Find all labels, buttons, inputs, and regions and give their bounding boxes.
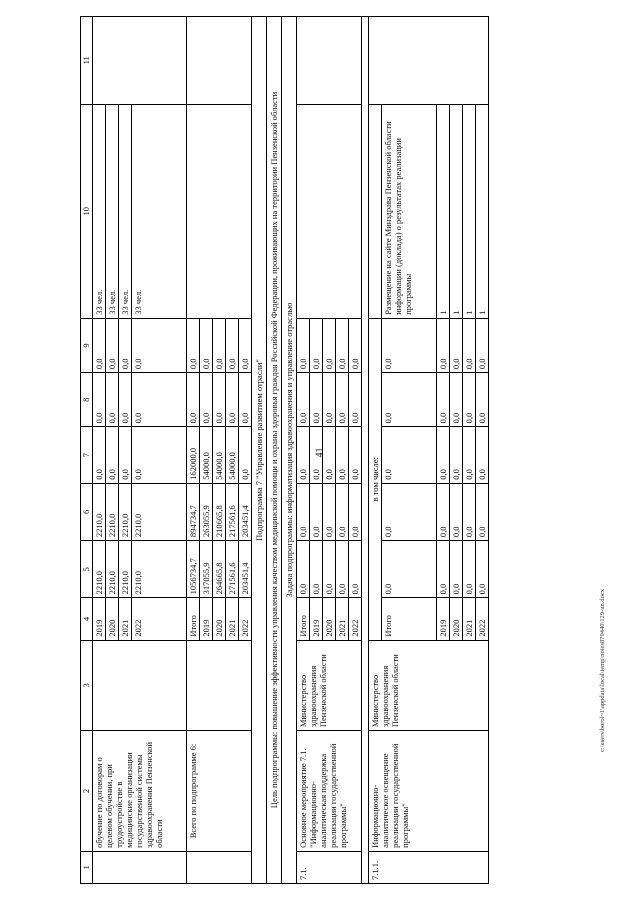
value-cell: 0,0 (187, 318, 200, 372)
value-cell: 0,0 (437, 541, 450, 598)
table-row (267, 17, 282, 884)
value-cell: 0,0 (382, 483, 437, 540)
value-cell: 0,0 (119, 318, 132, 372)
subprogram-title: Подпрограмма 7 "Управление развитием отрасли" (252, 17, 267, 884)
year-cell: 2020 (213, 598, 226, 640)
value-cell: 0,0 (349, 318, 362, 372)
year-cell: Итого (187, 598, 200, 640)
value-cell: 0,0 (450, 318, 463, 372)
table-row (187, 17, 200, 884)
indicator-cell: 33 чел. (119, 104, 132, 318)
program-financing-table (80, 16, 489, 884)
value-cell: 0,0 (297, 373, 310, 427)
header-cell: 3 (81, 640, 93, 731)
value-cell: 271561,6 (226, 541, 239, 598)
value-cell: 2210,0 (119, 483, 132, 540)
value-cell: 0,0 (463, 373, 476, 427)
value-cell: 0,0 (323, 483, 336, 540)
value-cell: 0,0 (336, 427, 349, 483)
value-cell: 0,0 (437, 373, 450, 427)
header-cell: 5 (81, 541, 93, 598)
value-cell: 0,0 (476, 318, 489, 372)
indicator-cell: 33 чел. (93, 104, 106, 318)
value-cell: 263055,9 (200, 483, 213, 540)
value-cell: 0,0 (476, 427, 489, 483)
activity-name: Информационно-аналитическое освещение реализации государственной программы" (369, 731, 489, 852)
value-cell: 0,0 (200, 318, 213, 372)
header-cell: 7 (81, 427, 93, 483)
header-cell: 4 (81, 598, 93, 640)
indicator-cell: 1 (450, 104, 463, 318)
value-cell: 2210,0 (132, 541, 187, 598)
value-cell: 0,0 (93, 427, 106, 483)
table-row (297, 17, 310, 884)
subprogram-task: Задача подпрограммы: информатизация здравоохранения и управление отраслью (282, 17, 297, 884)
table-row (282, 17, 297, 884)
value-cell: 54000,0 (213, 427, 226, 483)
value-cell: 317055,9 (200, 541, 213, 598)
value-cell: 217561,6 (226, 483, 239, 540)
year-cell: 2022 (476, 598, 489, 640)
value-cell: 0,0 (349, 483, 362, 540)
year-cell: 2020 (323, 598, 336, 640)
in-that-number-label: в том числе: (369, 318, 382, 640)
value-cell: 0,0 (382, 373, 437, 427)
value-cell: 0,0 (437, 427, 450, 483)
value-cell: 0,0 (132, 427, 187, 483)
indicator-cell: 1 (476, 104, 489, 318)
header-cell: 1 (81, 851, 93, 883)
year-cell: 2022 (132, 598, 187, 640)
value-cell: 54000,0 (226, 427, 239, 483)
value-cell: 2210,0 (93, 541, 106, 598)
value-cell: 203451,4 (239, 483, 252, 540)
value-cell: 0,0 (239, 318, 252, 372)
value-cell: 0,0 (226, 318, 239, 372)
year-cell: 2019 (200, 598, 213, 640)
executor: Министерство здравоохранения Пензенской области (369, 640, 489, 731)
value-cell: 0,0 (463, 483, 476, 540)
year-cell: 2022 (239, 598, 252, 640)
value-cell: 0,0 (476, 373, 489, 427)
value-cell: 0,0 (213, 318, 226, 372)
table-row (369, 17, 382, 884)
year-cell: 2020 (106, 598, 119, 640)
value-cell: 0,0 (463, 541, 476, 598)
header-cell: 2 (81, 731, 93, 852)
year-cell: 2021 (119, 598, 132, 640)
year-cell: 2019 (310, 598, 323, 640)
value-cell: 0,0 (349, 373, 362, 427)
value-cell: 0,0 (310, 318, 323, 372)
value-cell: 0,0 (450, 483, 463, 540)
year-cell: 2019 (93, 598, 106, 640)
value-cell: 0,0 (450, 427, 463, 483)
indicator-cell: 1 (437, 104, 450, 318)
value-cell: 0,0 (323, 318, 336, 372)
table-row (252, 17, 267, 884)
year-cell: 2020 (450, 598, 463, 640)
value-cell: 210665,8 (213, 483, 226, 540)
value-cell: 0,0 (226, 373, 239, 427)
value-cell: 0,0 (93, 373, 106, 427)
value-cell: 0,0 (200, 373, 213, 427)
value-cell: 54000,0 (200, 427, 213, 483)
value-cell: 0,0 (463, 427, 476, 483)
value-cell: 0,0 (297, 427, 310, 483)
value-cell: 894734,7 (187, 483, 200, 540)
header-cell: 8 (81, 373, 93, 427)
value-cell: 0,0 (297, 541, 310, 598)
indicator-cell: 1 (463, 104, 476, 318)
value-cell: 0,0 (323, 541, 336, 598)
value-cell: 0,0 (476, 541, 489, 598)
value-cell: 0,0 (310, 541, 323, 598)
value-cell: 0,0 (336, 483, 349, 540)
value-cell: 203451,4 (239, 541, 252, 598)
value-cell: 0,0 (119, 373, 132, 427)
value-cell: 0,0 (437, 318, 450, 372)
value-cell: 0,0 (213, 373, 226, 427)
indicator-cell: Размещение на сайте Минздрава Пензенской области информации (доклада) о результатах реализации программы (382, 104, 437, 318)
year-cell: 2019 (437, 598, 450, 640)
value-cell: 264665,8 (213, 541, 226, 598)
value-cell: 0,0 (463, 318, 476, 372)
year-cell: 2021 (336, 598, 349, 640)
header-cell: 9 (81, 318, 93, 372)
value-cell: 0,0 (437, 483, 450, 540)
year-cell: 2022 (349, 598, 362, 640)
value-cell: 0,0 (349, 427, 362, 483)
value-cell: 0,0 (297, 318, 310, 372)
executor: Министерство здравоохранения Пензенской области (297, 640, 362, 731)
indicator-cell: 33 чел. (132, 104, 187, 318)
year-cell: 2021 (463, 598, 476, 640)
table-row (93, 17, 106, 884)
value-cell: 0,0 (382, 427, 437, 483)
value-cell: 0,0 (476, 483, 489, 540)
value-cell: 0,0 (239, 427, 252, 483)
activity-number: 7.1. (297, 851, 362, 883)
value-cell: 0,0 (310, 373, 323, 427)
rotated-table-container (80, 16, 590, 884)
header-cell: 11 (81, 17, 93, 105)
value-cell: 0,0 (450, 373, 463, 427)
indicator-cell: 33 чел. (106, 104, 119, 318)
table-row (362, 17, 369, 884)
document-table-area (80, 16, 590, 884)
value-cell: 0,0 (336, 373, 349, 427)
subprogram-goal: Цель подпрограммы: повышение эффективности управления качеством медицинской помощи и охраны здоровья граждан Российской Федерации, проживающих на территории Пензенской области (267, 17, 282, 884)
activity-number: 7.1.1. (369, 851, 489, 883)
file-path-footer: c:\users\borol~1\appdata\local\temp\notes879440\129-un.docx (598, 588, 606, 752)
value-cell: 0,0 (323, 373, 336, 427)
value-cell: 0,0 (93, 318, 106, 372)
value-cell: 2210,0 (132, 483, 187, 540)
value-cell: 0,0 (106, 427, 119, 483)
value-cell: 0,0 (349, 541, 362, 598)
activity-name: обучение по договорам о целевом обучении, при трудоустройстве в медицинские организации государственной системы здравоохранения Пензенской области (93, 731, 187, 852)
value-cell: 162000,0 (187, 427, 200, 483)
table-header-row (81, 17, 93, 884)
value-cell: 0,0 (310, 483, 323, 540)
year-cell: 2021 (226, 598, 239, 640)
value-cell: 0,0 (132, 373, 187, 427)
header-cell: 6 (81, 483, 93, 540)
value-cell: 0,0 (323, 427, 336, 483)
value-cell: 0,0 (132, 318, 187, 372)
value-cell: 0,0 (239, 373, 252, 427)
value-cell: 0,0 (382, 318, 437, 372)
value-cell: 1056734,7 (187, 541, 200, 598)
value-cell: 0,0 (336, 318, 349, 372)
year-cell: Итого (297, 598, 310, 640)
value-cell: 0,0 (450, 541, 463, 598)
value-cell: 2210,0 (106, 541, 119, 598)
value-cell: 2210,0 (106, 483, 119, 540)
value-cell: 0,0 (187, 373, 200, 427)
year-cell: Итого (382, 598, 437, 640)
value-cell: 0,0 (119, 427, 132, 483)
header-cell: 10 (81, 104, 93, 318)
value-cell: 0,0 (310, 427, 323, 483)
subprogram-total-label: Всего по подпрограмме 6: (187, 731, 252, 852)
value-cell: 2210,0 (119, 541, 132, 598)
activity-name: Основное мероприятие 7.1. "Информационно-аналитическая поддержка реализации государственной программы" (297, 731, 362, 852)
value-cell: 0,0 (297, 483, 310, 540)
value-cell: 0,0 (106, 318, 119, 372)
value-cell: 0,0 (382, 541, 437, 598)
value-cell: 2210,0 (93, 483, 106, 540)
value-cell: 0,0 (106, 373, 119, 427)
page-number: 41 (314, 447, 326, 457)
value-cell: 0,0 (336, 541, 349, 598)
